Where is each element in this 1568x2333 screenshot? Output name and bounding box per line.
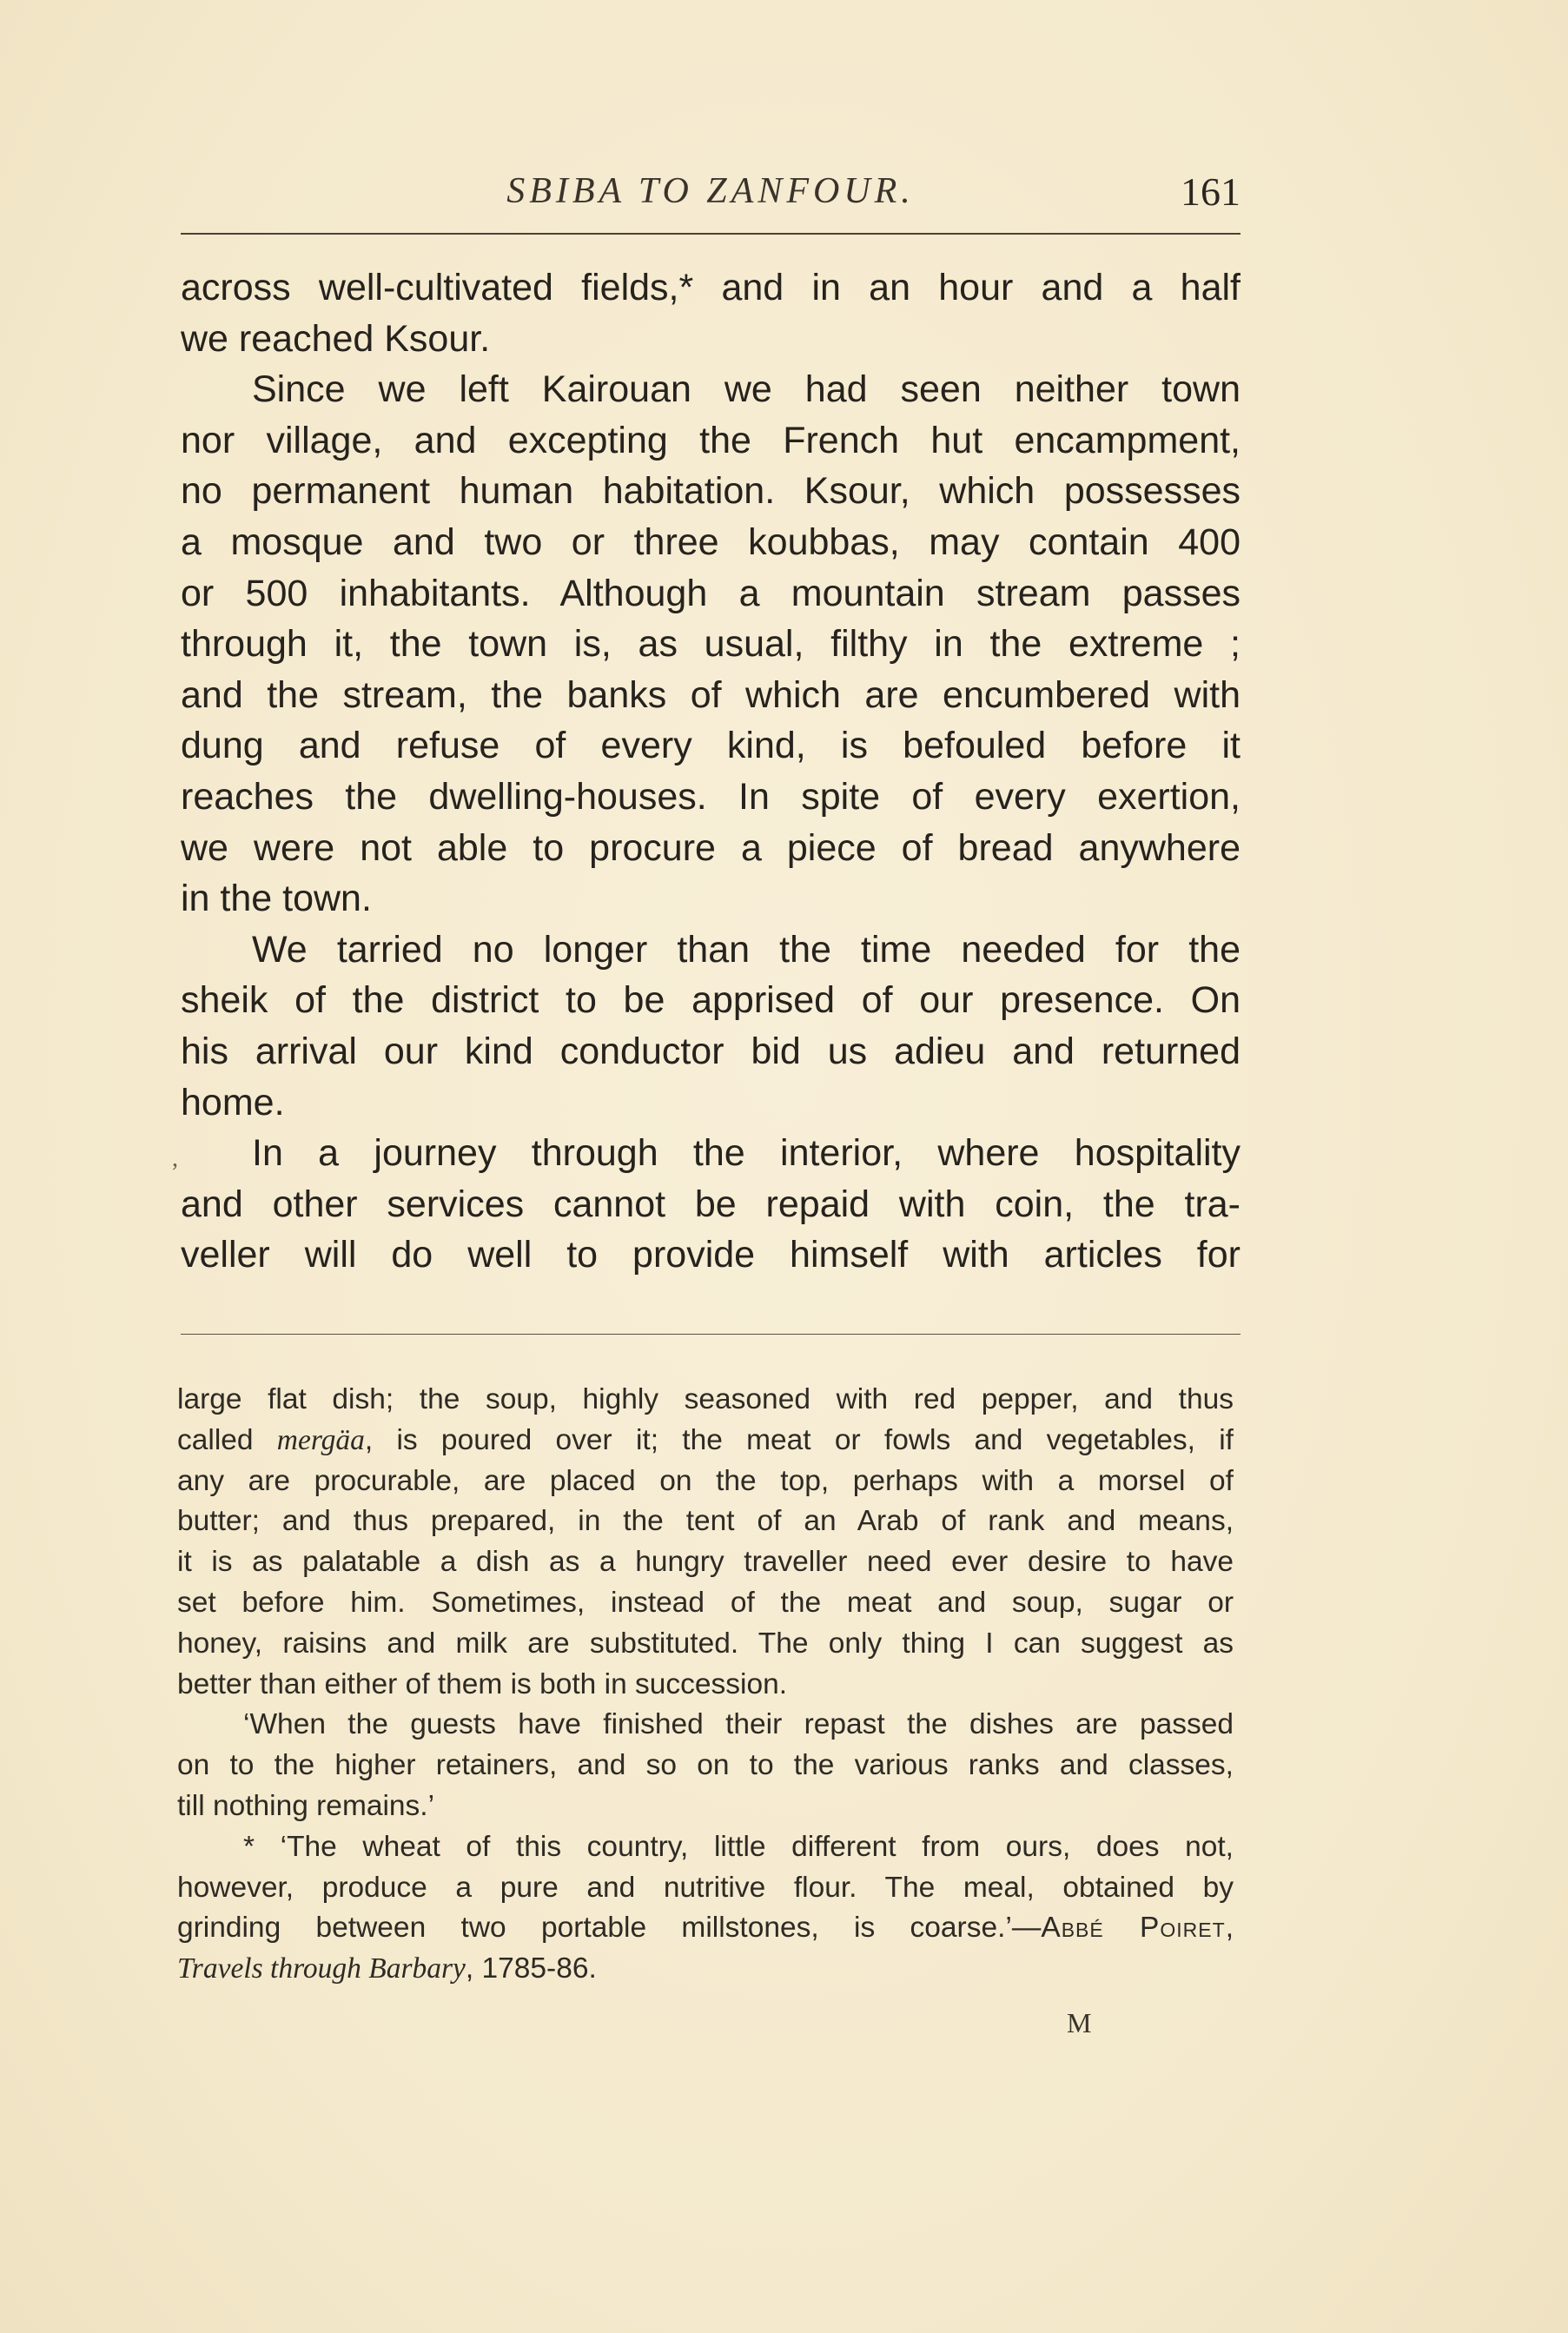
footnote-line: [177, 1949, 1234, 1990]
body-line: we were not able to procure a piece of bread anywhere: [181, 826, 1241, 869]
footnote-line: better than either of them is both in succession.: [177, 1667, 788, 1700]
margin-mark: ,: [172, 1145, 178, 1172]
footnote-text: ,: [1225, 1912, 1234, 1945]
footnote-book-title: Travels through Barbary: [177, 1952, 466, 1985]
footnote-line: it is as palatable a dish as a hungry traveller need ever desire to have: [177, 1546, 1234, 1579]
body-line: In a journey through the interior, where hospitality: [252, 1132, 1241, 1175]
footnote-line: honey, raisins and milk are substituted. The only thing I can suggest as: [177, 1627, 1234, 1660]
footnote-line: [177, 1421, 1234, 1461]
footnote-italic-term: mergäa: [276, 1423, 365, 1456]
footnote-author: Abbé Poiret: [1041, 1912, 1226, 1945]
footnote-line: * ‘The wheat of this country, little different from ours, does not,: [243, 1830, 1234, 1863]
body-line: his arrival our kind conductor bid us adieu and returned: [181, 1030, 1241, 1072]
footnote-line: [177, 1908, 1234, 1949]
body-line: We tarried no longer than the time needed for the: [252, 928, 1241, 971]
body-line: or 500 inhabitants. Although a mountain stream passes: [181, 572, 1241, 614]
body-line: veller will do well to provide himself with articles for: [181, 1234, 1241, 1276]
footnote-text: called: [177, 1423, 277, 1456]
footnote-line: ‘When the guests have finished their repast the dishes are passed: [243, 1708, 1234, 1741]
running-head: SBIBA TO ZANFOUR.: [506, 171, 915, 211]
body-line: a mosque and two or three koubbas, may contain 400: [181, 520, 1241, 563]
body-line: we reached Ksour.: [181, 317, 491, 360]
page-header: [181, 165, 1241, 217]
footnote-line: on to the higher retainers, and so on to the various ranks and classes,: [177, 1749, 1234, 1782]
footnote-line: till nothing remains.’: [177, 1789, 435, 1822]
footnote-line: however, produce a pure and nutritive flour. The meal, obtained by: [177, 1871, 1234, 1904]
footnote-line: butter; and thus prepared, in the tent of an Arab of rank and means,: [177, 1505, 1234, 1538]
header-rule: [181, 233, 1241, 235]
body-line: across well-cultivated fields,* and in an hour and a half: [181, 267, 1241, 308]
body-line: and the stream, the banks of which are encumbered with: [181, 673, 1241, 716]
body-line: Since we left Kairouan we had seen neither town: [252, 368, 1241, 411]
body-line: sheik of the district to be apprised of our presence. On: [181, 979, 1241, 1022]
footnote-text: grinding between two portable millstones, is coarse.’—: [177, 1912, 1042, 1945]
page-number: 161: [1181, 169, 1241, 214]
main-text: [181, 262, 1241, 1281]
body-line: no permanent human habitation. Ksour, which possesses: [181, 470, 1241, 513]
body-line: through it, the town is, as usual, filthy in the extreme ;: [181, 623, 1241, 666]
body-line: in the town.: [181, 878, 372, 920]
body-line: and other services cannot be repaid with coin, the tra-: [181, 1183, 1241, 1225]
body-line: reaches the dwelling-houses. In spite of every exertion,: [181, 775, 1241, 818]
body-line: nor village, and excepting the French hut encampment,: [181, 419, 1241, 461]
footnote-line: set before him. Sometimes, instead of the meat and soup, sugar or: [177, 1586, 1234, 1619]
footnote-rule: [181, 1334, 1241, 1335]
body-line: dung and refuse of every kind, is befouled before it: [181, 725, 1241, 767]
footnote-text: , is poured over it; the meat or fowls and vegetables, if: [364, 1423, 1234, 1456]
footnote-text: , 1785-86.: [465, 1952, 597, 1985]
footnotes: [177, 1380, 1234, 1990]
footnote-line: any are procurable, are placed on the top, perhaps with a morsel of: [177, 1464, 1234, 1497]
footnote-line: large flat dish; the soup, highly seasoned with red pepper, and thus: [177, 1383, 1234, 1415]
signature-mark: M: [1067, 2007, 1092, 2038]
body-line: home.: [181, 1081, 285, 1123]
